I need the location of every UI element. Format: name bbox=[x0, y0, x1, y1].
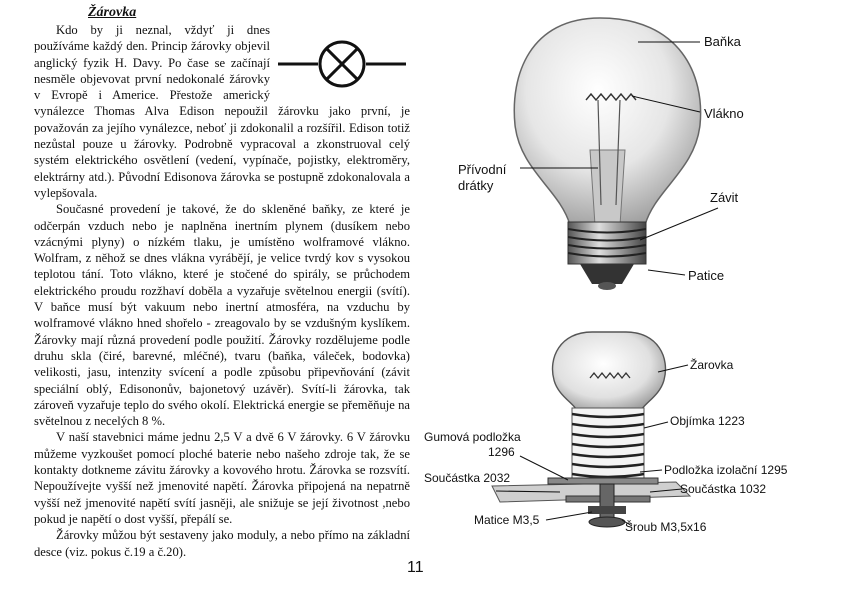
paragraph-2: Současné provedení je takové, že do skleněné baňky, ze které je odčerpán vzduch nebo je naplněna inertním plynem (dusíkem nebo vzácnými plyny) o nízkém tlaku, je umístěno wolframové vlákno. Wolfram, z něhož se dnes vlákna vyrábějí, je velice tvrdý kov s vysokou teplotou tání. Toto vlákno, které je stočené do spirály, se průchodem elektrického proudu rozžhaví doběla a vyzařuje světelnou energii (svítí). V baňce musí být vakuum nebo inertní atmosféra, na vzduchu by wolframové vlákno hned shořelo - zreagovalo by se vzdušným kyslíkem. Žárovky mají různá provedení podle použití. Žárovky rozdělujeme podle druhu skla (čiré, barevné, mléčné), tvaru (baňka, váleček, bodovka) velikosti, jasu, intenzity svícení a podle způsobu připevňování (závit speciální oblý, Edisononův, bajonetový uzávěr). Svítí-li žárovka, tak zároveň vyzařuje teplo do svého okolí. Elektrická energie se přeměňuje na světelnou z necelých 8 %. bbox=[34, 202, 410, 429]
label-soucastka-1032: Součástka 1032 bbox=[680, 482, 767, 496]
label-podlozka-izolacni: Podložka izolační 1295 bbox=[664, 463, 788, 477]
label-soucastka-2032: Součástka 2032 bbox=[424, 471, 511, 485]
label-patice: Patice bbox=[688, 268, 725, 283]
label-objimka: Objímka 1223 bbox=[670, 414, 745, 428]
label-privodni: Přívodní bbox=[458, 162, 507, 177]
label-dratky: drátky bbox=[458, 178, 494, 193]
paragraph-3: V naší stavebnici máme jednu 2,5 V a dvě 6 V žárovky. 6 V žárovku můžeme vyzkoušet pomocí ploché baterie nebo našeho zdroje tak, že se kontakty dotkneme závitu žárovky a kovového hrotu. Žárovka se rozsvítí. Nepoužívejte vyšší než jmenovité napětí. Žárovka připojená na nepatrně vyšší než jmenovité napětí svítí jasněji, ale snižuje se její životnost ,nebo pokud je napětí o dost vyšší, přepálí se. bbox=[34, 430, 410, 526]
label-gumova: Gumová podložka bbox=[424, 430, 521, 444]
paragraph-4: Žárovky můžou být sestaveny jako moduly, a nebo přímo na základní desce (viz. pokus č.19 a č.20). bbox=[34, 528, 410, 559]
label-matice: Matice M3,5 bbox=[474, 513, 540, 527]
label-gumova-num: 1296 bbox=[488, 445, 515, 459]
label-zarovka: Žarovka bbox=[690, 358, 734, 372]
label-banka: Baňka bbox=[704, 34, 741, 49]
page-number: 11 bbox=[407, 559, 424, 576]
paragraph-1: Kdo by ji neznal, vždyť ji dnes používáme každý den. Princip žárovky objevil anglický fyzik H. Davy. Po čase se začínají nesměle objevovat první nedokonalé žárovky v Evropě i Americe. Přestože americký vynálezce Thomas Alva Edison nepoužil žárovku jako první, je považován za jejího vynálezce, neboť ji zdokonalil a rozšířil. Edison totiž nezůstal pouze u žárovky. Podrobně vypracoval a zkonstruoval celý systém elektrického osvětlení (vedení, vypínače, pojistky, elektroměry, elektrárny atd.). Původní Edisonova žárovka se postupně zdokonalovala a vylepšovala. bbox=[34, 23, 410, 200]
label-zavit: Závit bbox=[710, 190, 739, 205]
label-vlakno: Vlákno bbox=[704, 106, 744, 121]
article-title: Žárovka bbox=[88, 5, 137, 20]
label-sroub: Šroub M3,5x16 bbox=[625, 520, 707, 534]
